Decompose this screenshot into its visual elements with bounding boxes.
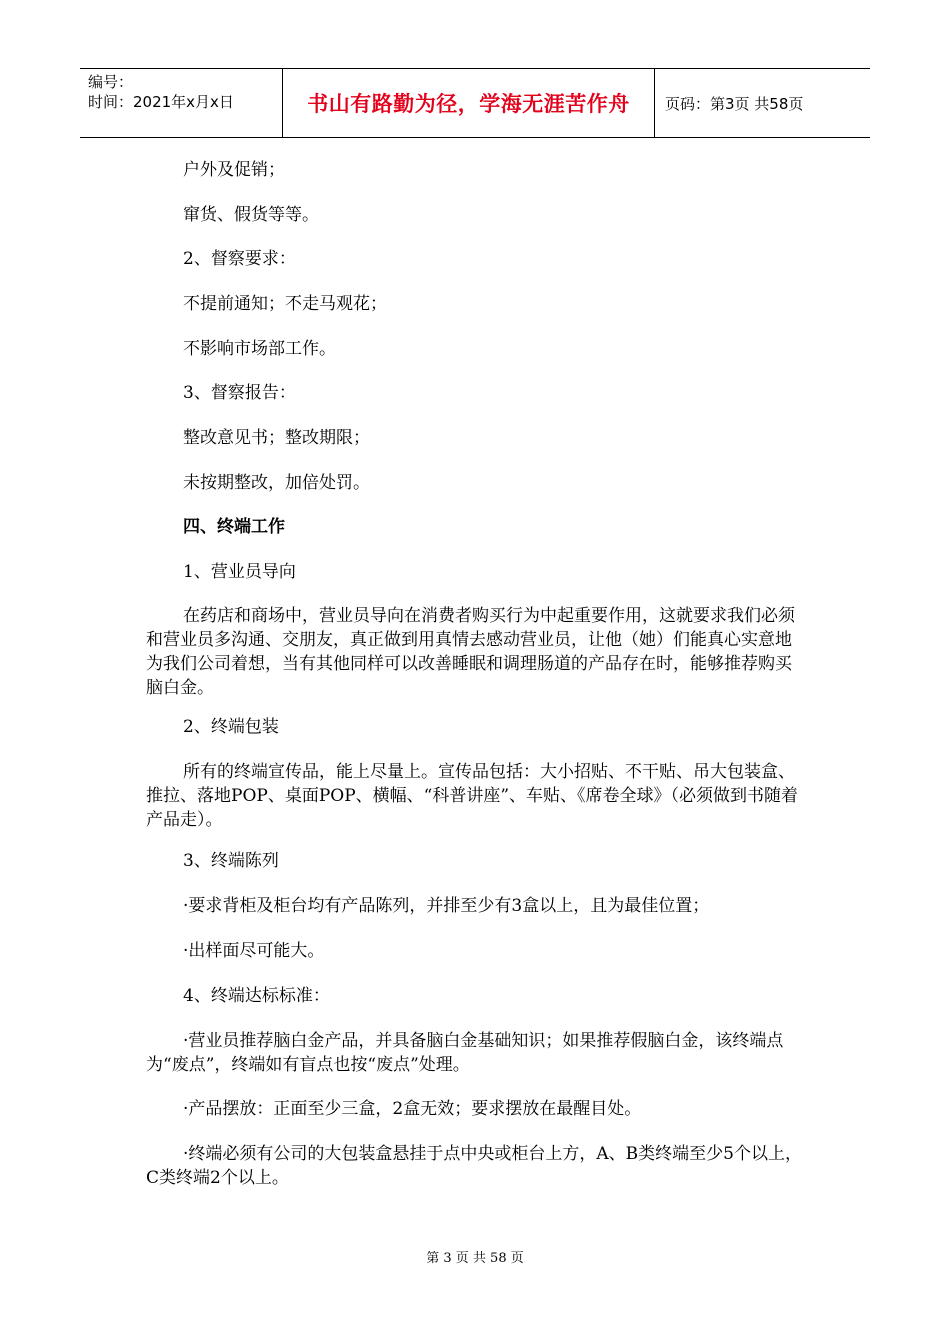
document-header — [80, 68, 870, 138]
list-item: ·出样面尽可能大。 — [183, 941, 325, 961]
section-heading: 4、终端达标标准： — [183, 986, 330, 1006]
paragraph: 未按期整改，加倍处罚。 — [183, 473, 370, 493]
header-motto: 书山有路勤为径，学海无涯苦作舟 — [307, 92, 630, 116]
section-heading: 3、终端陈列 — [183, 851, 279, 871]
section-heading: 1、营业员导向 — [183, 562, 296, 582]
paragraph: 不提前通知；不走马观花； — [183, 294, 387, 314]
document-number-label: 编号： — [88, 73, 134, 91]
paragraph: 整改意见书；整改期限； — [183, 428, 370, 448]
section-heading: 3、督察报告： — [183, 383, 296, 403]
list-item: ·要求背柜及柜台均有产品陈列，并排至少有3盒以上，且为最佳位置； — [183, 896, 710, 916]
paragraph: 在药店和商场中，营业员导向在消费者购买行为中起重要作用，这就要求我们必须和营业员多沟通、交朋友，真正做到用真情去感动营业员，让他（她）们能真心实意地为我们公司着想，当有其他同样可以改善睡眠和调理肠道的产品存在时，能够推荐购买脑白金。 — [146, 606, 795, 698]
paragraph: 不影响市场部工作。 — [183, 339, 336, 359]
paragraph: 所有的终端宣传品，能上尽量上。宣传品包括：大小招贴、不干贴、吊大包装盒、推拉、落地POP、桌面POP、横幅、“科普讲座”、车贴、《席卷全球》（必须做到书随着产品走）。 — [146, 762, 799, 830]
list-item: ·产品摆放：正面至少三盒，2盒无效；要求摆放在最醒目处。 — [183, 1099, 642, 1119]
header-page-number: 页码：第3页 共58页 — [665, 94, 804, 113]
section-heading: 2、终端包装 — [183, 717, 279, 737]
paragraph: 窜货、假货等等。 — [183, 205, 319, 225]
chapter-heading: 四、终端工作 — [183, 517, 285, 537]
header-motto-cell — [283, 69, 655, 137]
page-footer: 第 3 页 共 58 页 — [426, 1251, 524, 1266]
list-item: ·营业员推荐脑白金产品，并具备脑白金基础知识；如果推荐假脑白金，该终端点为“废点”，终端如有盲点也按“废点”处理。 — [146, 1031, 784, 1075]
header-meta — [80, 69, 283, 137]
document-date: 时间：2021年x月x日 — [88, 93, 234, 111]
section-heading: 2、督察要求： — [183, 249, 296, 269]
paragraph: 户外及促销； — [183, 160, 285, 180]
list-item: ·终端必须有公司的大包装盒悬挂于点中央或柜台上方，A、B类终端至少5个以上，C类终端2个以上。 — [146, 1144, 802, 1188]
